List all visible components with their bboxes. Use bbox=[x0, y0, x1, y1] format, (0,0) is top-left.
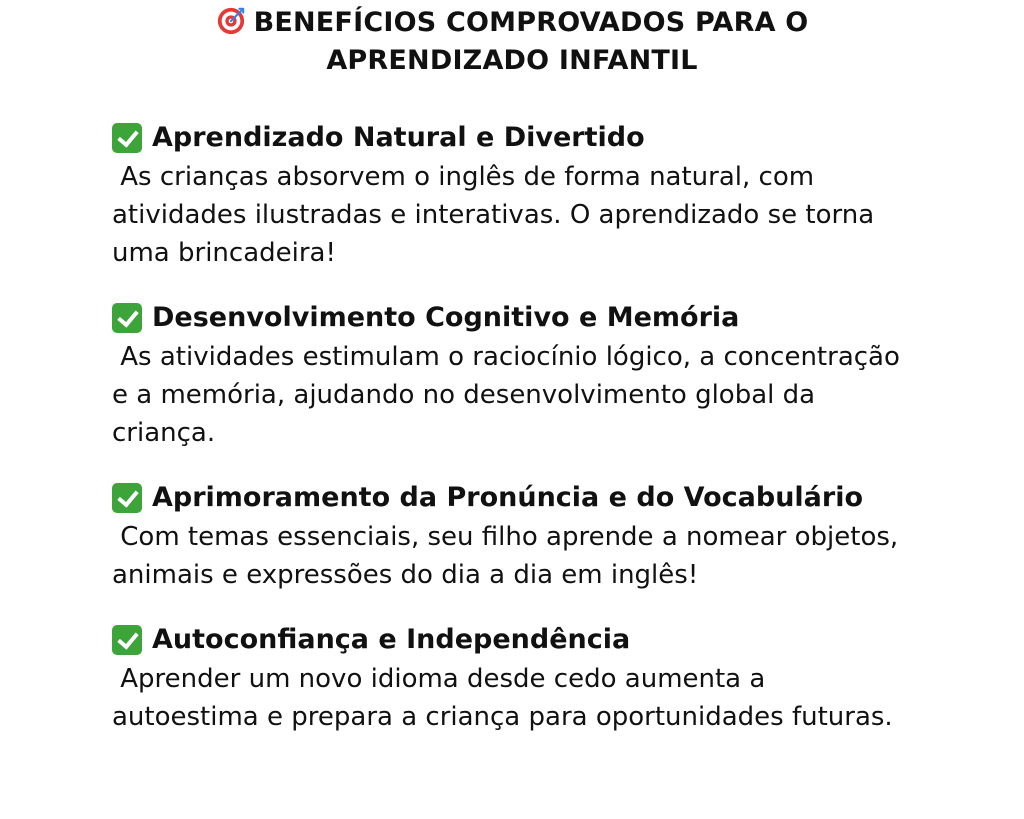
benefit-title-row bbox=[112, 620, 902, 660]
benefit-title: Autoconfiança e Independência bbox=[152, 624, 631, 655]
benefit-title: Aprendizado Natural e Divertido bbox=[152, 122, 645, 153]
benefit-item bbox=[112, 298, 909, 452]
benefit-title: Desenvolvimento Cognitivo e Memória bbox=[152, 302, 740, 333]
check-icon bbox=[112, 483, 142, 513]
benefit-description: Com temas essenciais, seu filho aprende a nomear objetos, animais e expressões do dia a dia em inglês! bbox=[112, 522, 907, 590]
check-icon bbox=[112, 123, 142, 153]
benefit-title-row bbox=[112, 118, 902, 158]
benefit-title: Aprimoramento da Pronúncia e do Vocabulário bbox=[152, 482, 864, 513]
check-icon bbox=[112, 303, 142, 333]
header-line-1 bbox=[0, 4, 1024, 42]
benefits-list bbox=[112, 118, 909, 762]
benefit-item bbox=[112, 118, 902, 272]
target-icon bbox=[216, 6, 246, 36]
page-header bbox=[0, 4, 1024, 80]
check-icon bbox=[112, 625, 142, 655]
header-title-line-2: APRENDIZADO INFANTIL bbox=[326, 45, 698, 76]
benefit-title-row bbox=[112, 478, 902, 518]
benefit-description: Aprender um novo idioma desde cedo aumenta a autoestima e prepara a criança para oportunidades futuras. bbox=[112, 664, 893, 732]
benefit-title-row bbox=[112, 298, 902, 338]
header-title-line-1: BENEFÍCIOS COMPROVADOS PARA O bbox=[253, 7, 809, 38]
benefit-item bbox=[112, 478, 907, 594]
benefit-description: As crianças absorvem o inglês de forma natural, com atividades ilustradas e interativas. O aprendizado se torna uma brincadeira! bbox=[112, 162, 883, 268]
benefit-item bbox=[112, 620, 902, 736]
benefit-description: As atividades estimulam o raciocínio lógico, a concentração e a memória, ajudando no desenvolvimento global da criança. bbox=[112, 342, 909, 448]
